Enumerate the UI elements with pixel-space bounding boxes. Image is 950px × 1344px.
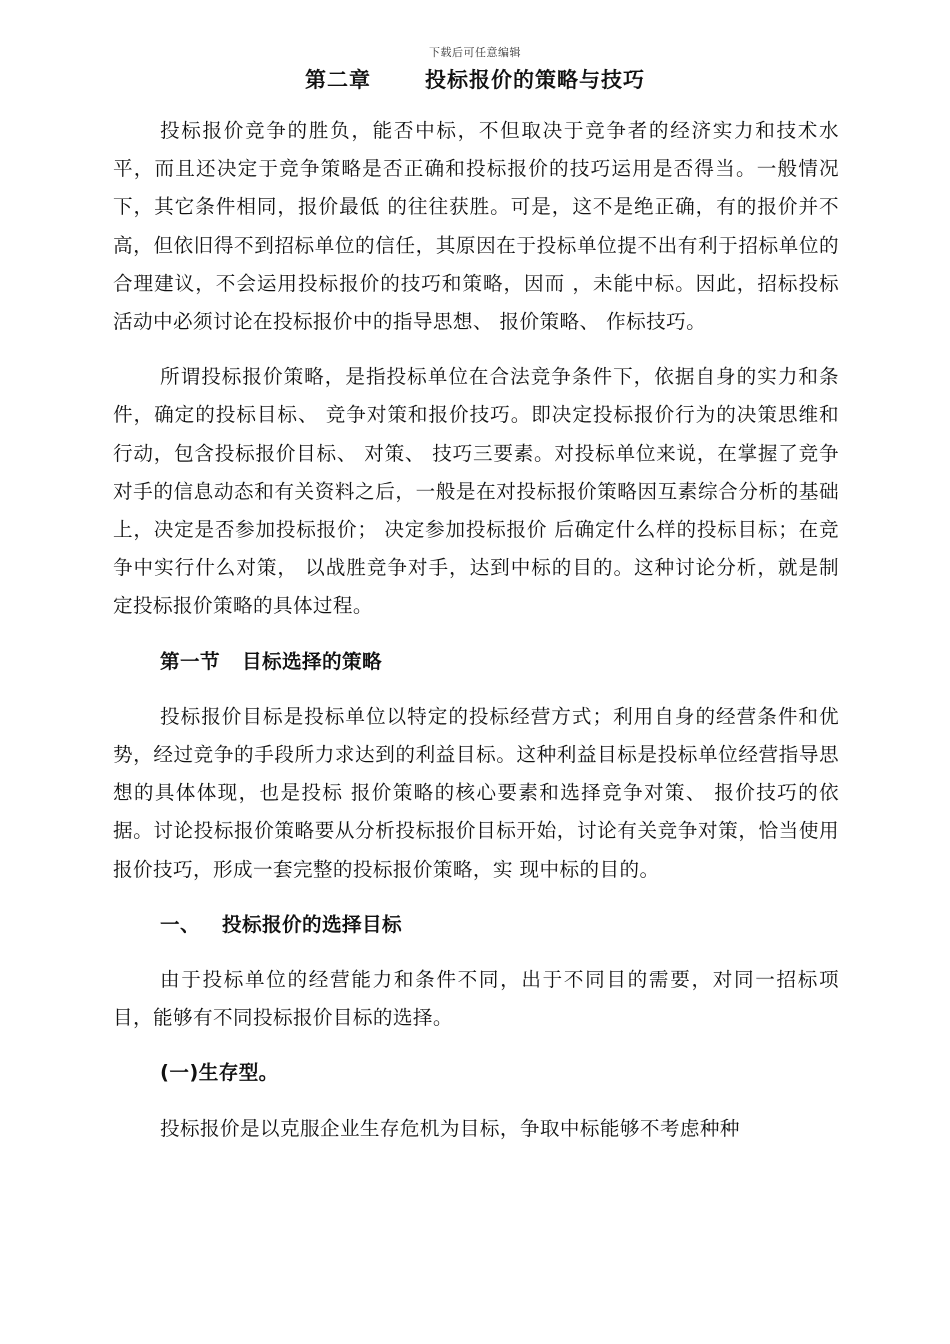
paragraph-target-choice: 由于投标单位的经营能力和条件不同，出于不同目的需要，对同一招标项目，能够有不同投标报价目标的选择。 [113,968,839,1030]
item-heading [113,906,839,944]
chapter-title [0,64,950,94]
section-heading [113,643,839,681]
paragraph-survival: 投标报价是以克服企业生存危机为目标，争取中标能够不考虑种种 [160,1116,740,1140]
paragraph-intro: 投标报价竞争的胜负，能否中标，不但取决于竞争者的经济实力和技术水平，而且还决定于竞争策略是否正确和投标报价的技巧运用是否得当。一般情况下，其它条件相同，报价最低 的往往获胜。可是，这不是绝正确，有的报价并不高，但依旧得不到招标单位的信任，其原因在于投标单位提不出有利于招标单位的合理建议，不会运用投标报价的技巧和策略，因而 ，未能中标。因此，招标投标活动中必须讨论在投标报价中的指导思想、 报价策略、 作标技巧。 [113,119,839,334]
item-number: 一、 [160,912,200,936]
paragraph-strategy-definition: 所谓投标报价策略，是指投标单位在合法竞争条件下，依据自身的实力和条件，确定的投标目标、 竞争对策和报价技巧。即决定投标报价行为的决策思维和行动，包含投标报价目标、 对策、 技巧三要素。对投标单位来说，在掌握了竞争对手的信息动态和有关资料之后，一般是在对投标报价策略因互素综合分析的基础上，决定是否参加投标报价； 决定参加投标报价 后确定什么样的投标目标；在竞争中实行什么对策， 以战胜竞争对手，达到中标的目的。这种讨论分析，就是制定投标报价策略的具体过程。 [113,365,839,618]
header-note: 下载后可任意编辑 [429,46,521,59]
section-title: 目标选择的策略 [241,649,382,673]
document-body [113,112,839,1165]
section-number: 第一节 [160,649,220,673]
chapter-number: 第二章 [305,68,371,92]
chapter-name: 投标报价的策略与技巧 [425,68,645,92]
item-title: 投标报价的选择目标 [222,912,402,936]
sub-heading: (一)生存型。 [160,1061,279,1085]
paragraph-target: 投标报价目标是投标单位以特定的投标经营方式；利用自身的经营条件和优势，经过竞争的手段所力求达到的利益目标。这种利益目标是投标单位经营指导思想的具体体现，也是投标 报价策略的核心要素和选择竞争对策、 报价技巧的依据。讨论投标报价策略要从分析投标报价目标开始，讨论有关竞争对策，恰当使用报价技巧，形成一套完整的投标报价策略，实 现中标的目的。 [113,704,839,881]
